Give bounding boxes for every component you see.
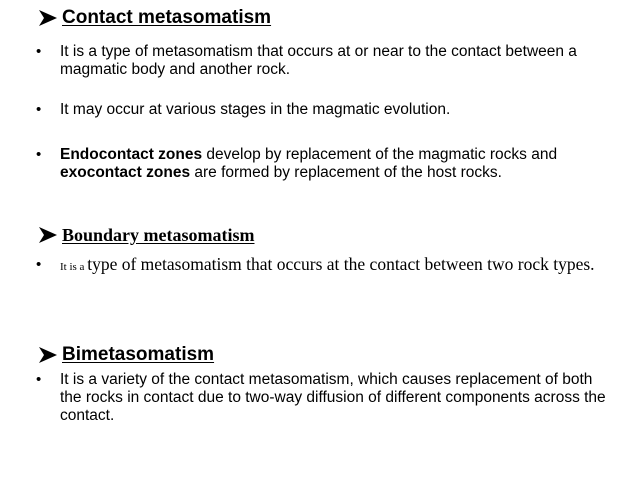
heading-contact-metasomatism (36, 6, 271, 30)
bullet-dot: • (36, 371, 42, 388)
bullet-dot: • (36, 101, 42, 118)
bullet-text-part: develop by replacement of the magmatic rocks and (202, 146, 558, 163)
heading-title: Bimetasomatism (62, 344, 215, 365)
heading-bimetasomatism (36, 343, 214, 367)
arrow-bullet-icon (36, 6, 60, 30)
arrow-bullet-icon (36, 343, 60, 367)
bullet-text-part: type of metasomatism that occurs at the contact between two rock types. (87, 254, 595, 274)
bullet-dot: • (36, 256, 42, 273)
bullet-item (36, 371, 616, 425)
bold-term-exocontact: exocontact zones (60, 164, 191, 181)
small-text: It is a (60, 261, 88, 273)
bullet-text-part: are formed by replacement of the host rocks. (190, 164, 502, 181)
bullet-text: It is a type of metasomatism that occurs at or near to the contact between a magmatic body and another rock. (60, 43, 577, 78)
bullet-item (36, 253, 616, 279)
bullet-dot: • (36, 146, 42, 163)
bullet-item (36, 43, 616, 79)
heading-title: Boundary metasomatism (62, 225, 255, 245)
bullet-item (36, 146, 616, 182)
heading-boundary-metasomatism (36, 223, 255, 247)
bullet-text: It may occur at various stages in the magmatic evolution. (60, 101, 451, 118)
heading-title: Contact metasomatism (62, 7, 272, 28)
bullet-dot: • (36, 43, 42, 60)
bold-term-endocontact: Endocontact zones (60, 146, 203, 163)
bullet-item (36, 101, 616, 119)
arrow-bullet-icon (36, 223, 60, 247)
bullet-text: It is a variety of the contact metasomatism, which causes replacement of both the rocks in contact due to two-way diffusion of different components across the contact. (60, 371, 606, 424)
bullet-text (60, 253, 608, 279)
bullet-text (60, 146, 608, 182)
